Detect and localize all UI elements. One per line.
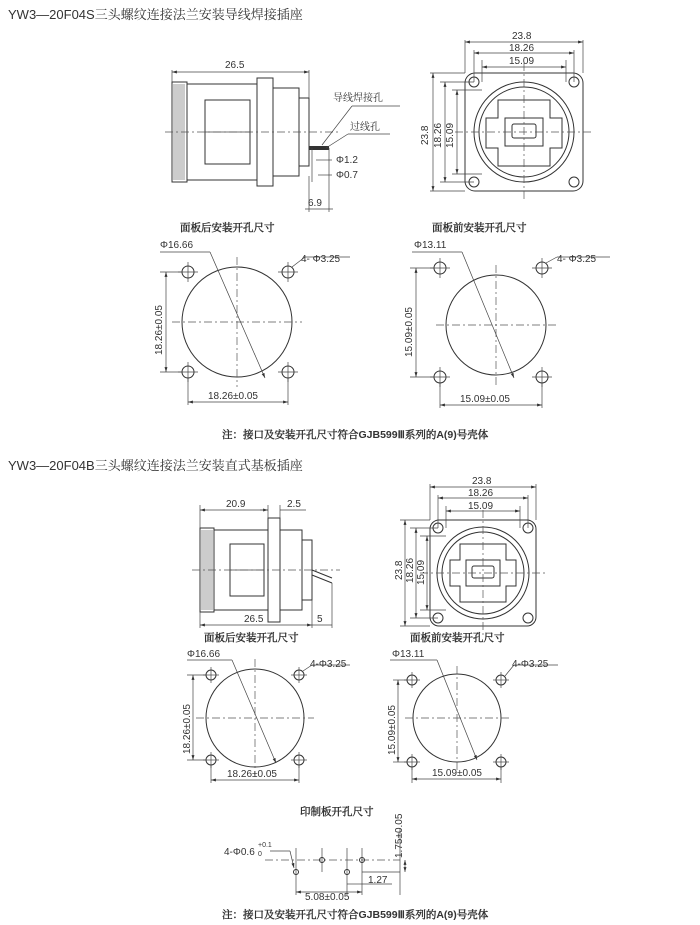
- s1-caption-front-mount: 面板前安装开孔尺寸: [432, 222, 527, 234]
- s2-front-dim-15-09-w: 15.09: [468, 501, 494, 512]
- s2-front-view: [394, 476, 546, 636]
- s2-note: 注：接口及安装开孔尺寸符合GJB599Ⅲ系列的A(9)号壳体: [222, 909, 489, 921]
- s1-dim-length: 26.5: [225, 60, 245, 71]
- s1-front-dim-23-8-h: 23.8: [420, 125, 431, 145]
- s1-front-holes: 4- Φ3.25: [557, 254, 597, 265]
- s2-front-dim-h: 15.09±0.05: [432, 768, 482, 779]
- s2-rear-dim-h: 18.26±0.05: [227, 769, 277, 780]
- s1-callout-solder-hole: 导线焊接孔: [333, 93, 383, 104]
- s1-note: 注：接口及安装开孔尺寸符合GJB599Ⅲ系列的A(9)号壳体: [222, 429, 489, 441]
- s1-front-dim-18-26-h: 18.26: [433, 122, 444, 148]
- s1-front-view: [420, 31, 593, 201]
- s2-dim-2-5: 2.5: [287, 499, 301, 510]
- s1-front-dim-15-09-w: 15.09: [509, 56, 535, 67]
- s1-rear-dim-v: 18.26±0.05: [154, 305, 165, 355]
- s2-caption-front-mount: 面板前安装开孔尺寸: [410, 632, 505, 644]
- s2-front-dim-23-8-w: 23.8: [472, 476, 492, 487]
- s1-rear-dia: Φ16.66: [160, 240, 194, 251]
- s1-front-dia: Φ13.11: [414, 240, 447, 251]
- s1-dim-phi07: Φ0.7: [336, 170, 358, 181]
- s2-front-dim-23-8-h: 23.8: [394, 560, 405, 580]
- s2-front-dim-v: 15.09±0.05: [387, 705, 398, 755]
- s2-front-dim-15-09-h: 15.09: [416, 559, 427, 585]
- s2-front-dim-18-26-h: 18.26: [405, 557, 416, 583]
- s2-pcb-dim-h1: 5.08±0.05: [305, 892, 350, 903]
- s2-cutout-front: [387, 649, 558, 783]
- s1-cutout-rear: [154, 240, 350, 405]
- s2-pcb-dim-v: 1.75±0.05: [394, 813, 405, 858]
- s1-callout-thru-hole: 过线孔: [350, 122, 380, 133]
- s2-pcb-caption: 印制板开孔尺寸: [300, 806, 374, 818]
- s2-side-view: [192, 499, 340, 628]
- s1-front-dim-18-26-w: 18.26: [509, 43, 535, 54]
- s2-pcb-tol-upper: +0.1: [258, 842, 272, 849]
- s2-front-dim-18-26-w: 18.26: [468, 488, 494, 499]
- s2-pcb-tol-lower: 0: [258, 851, 262, 858]
- s1-front-dim-23-8-w: 23.8: [512, 31, 532, 42]
- s1-cutout-front: [404, 240, 610, 408]
- s2-dim-26-5: 26.5: [244, 614, 264, 625]
- s1-caption-rear-mount: 面板后安装开孔尺寸: [180, 222, 275, 234]
- section2-title: YW3—20F04B三头螺纹连接法兰安装直式基板插座: [8, 458, 303, 473]
- s1-dim-6-9: 6.9: [308, 198, 322, 209]
- s2-rear-dim-v: 18.26±0.05: [182, 704, 193, 754]
- s1-dim-phi12: Φ1.2: [336, 155, 358, 166]
- s1-rear-dim-h: 18.26±0.05: [208, 391, 258, 402]
- s2-pcb-dim-h2: 1.27: [368, 875, 388, 886]
- s2-front-holes: 4-Φ3.25: [512, 659, 549, 670]
- s1-front-dim-v: 15.09±0.05: [404, 307, 415, 357]
- s1-side-view: [165, 60, 400, 212]
- s2-caption-rear-mount: 面板后安装开孔尺寸: [204, 632, 299, 644]
- s2-dim-20-9: 20.9: [226, 499, 246, 510]
- s2-front-dia: Φ13.11: [392, 649, 425, 660]
- s2-pcb-pattern: [224, 805, 405, 903]
- s2-rear-holes: 4-Φ3.25: [310, 659, 347, 670]
- s1-front-dim-15-09-h: 15.09: [445, 122, 456, 148]
- s1-front-dim-h: 15.09±0.05: [460, 394, 510, 405]
- s2-cutout-rear: [182, 649, 350, 783]
- s1-rear-holes: 4- Φ3.25: [301, 254, 341, 265]
- s2-dim-5: 5: [317, 614, 323, 625]
- s2-rear-dia: Φ16.66: [187, 649, 221, 660]
- section1-title: YW3—20F04S三头螺纹连接法兰安装导线焊接插座: [8, 7, 303, 22]
- s2-pcb-holes: 4-Φ0.6: [224, 847, 255, 858]
